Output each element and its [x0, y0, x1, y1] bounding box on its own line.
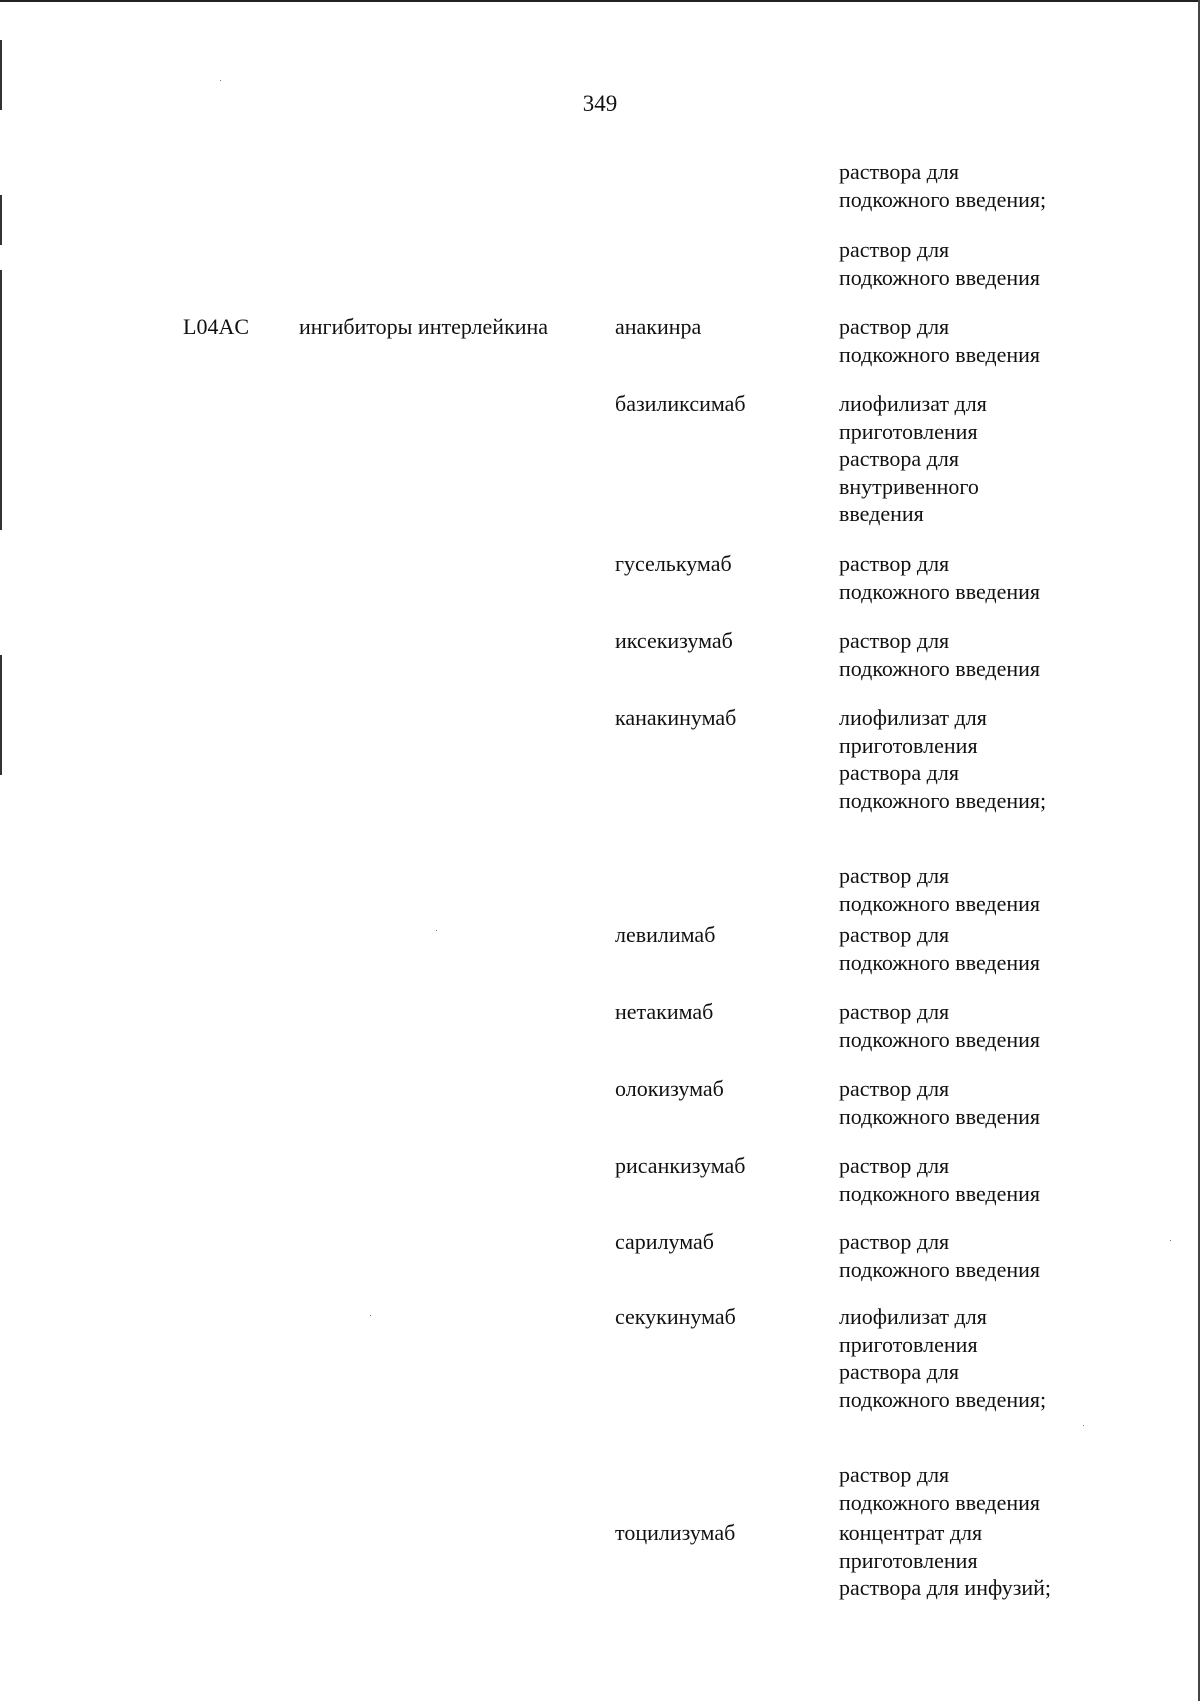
dosage-form: [839, 1461, 1040, 1516]
dosage-form-line: раствора для: [839, 760, 959, 785]
scan-speck: [1170, 1240, 1171, 1241]
dosage-form-line: подкожного введения: [839, 1489, 1041, 1515]
dosage-form-line: лиофилизат для: [839, 1304, 987, 1329]
drug-name: тоцилизумаб: [615, 1520, 736, 1545]
dosage-form-line: подкожного введения: [839, 1026, 1041, 1052]
dosage-form-line: раствор для: [839, 1076, 950, 1101]
dosage-form: [839, 1228, 1040, 1283]
dosage-form-line: раствор для: [839, 863, 950, 888]
drug-name: секукинумаб: [615, 1304, 736, 1329]
dosage-form-line: раствор для: [839, 314, 950, 339]
dosage-form: [839, 1519, 1051, 1602]
dosage-form-line: приготовления: [839, 418, 978, 444]
drug-name: базиликсимаб: [615, 391, 746, 416]
dosage-form-line: подкожного введения: [839, 1103, 1041, 1129]
dosage-form-line: раствор для: [839, 1153, 950, 1178]
drug-name: нетакимаб: [615, 999, 714, 1024]
dosage-form-line: раствор для: [839, 1229, 950, 1254]
dosage-form: [839, 1303, 1046, 1413]
dosage-form-line: подкожного введения: [839, 1180, 1041, 1206]
pharmacological-group: ингибиторы интерлейкина: [299, 314, 549, 339]
drug-name: иксекизумаб: [615, 628, 733, 653]
dosage-form-line: подкожного введения;: [839, 1386, 1047, 1412]
dosage-form: [839, 313, 1040, 368]
drug-name: канакинумаб: [615, 705, 737, 730]
dosage-form-line: раствора для: [839, 1359, 959, 1384]
dosage-form-line: концентрат для: [839, 1520, 983, 1545]
dosage-form-line: подкожного введения: [839, 264, 1041, 290]
dosage-form-line: введения: [839, 501, 924, 526]
dosage-form-line: раствор для: [839, 922, 950, 947]
dosage-form-line: подкожного введения: [839, 655, 1041, 681]
dosage-form-line: подкожного введения: [839, 1256, 1041, 1282]
dosage-form: [839, 627, 1040, 682]
scan-edge-left: [0, 40, 2, 110]
dosage-form-line: раствор для: [839, 628, 950, 653]
scan-edge-top: [0, 0, 1200, 2]
dosage-form-line: раствор для: [839, 999, 950, 1024]
scan-edge-left: [0, 655, 2, 775]
dosage-form-line: подкожного введения: [839, 949, 1041, 975]
dosage-form-line: лиофилизат для: [839, 391, 987, 416]
dosage-form-line: подкожного введения: [839, 578, 1041, 604]
drug-name: рисанкизумаб: [615, 1153, 746, 1178]
scan-speck: [436, 930, 437, 931]
atc-code: L04AC: [183, 314, 249, 339]
dosage-form: [839, 390, 987, 528]
scan-speck: [1083, 1425, 1084, 1426]
drug-name: олокизумаб: [615, 1076, 724, 1101]
dosage-form-line: раствора для инфузий;: [839, 1575, 1052, 1600]
dosage-form-line: внутривенного: [839, 473, 979, 499]
dosage-form: [839, 921, 1040, 976]
dosage-form-line: раствор для: [839, 1462, 950, 1487]
dosage-form-line: раствора для: [839, 446, 959, 471]
dosage-form-line: подкожного введения: [839, 341, 1041, 367]
dosage-form: [839, 550, 1040, 605]
dosage-form-line: раствора для: [839, 159, 959, 184]
dosage-form: [839, 1075, 1040, 1130]
dosage-form: [839, 704, 1046, 814]
dosage-form-line: лиофилизат для: [839, 705, 987, 730]
dosage-form: [839, 236, 1040, 291]
dosage-form: [839, 158, 1046, 213]
dosage-form: [839, 998, 1040, 1053]
dosage-form: [839, 1152, 1040, 1207]
dosage-form-line: подкожного введения: [839, 890, 1041, 916]
dosage-form-line: приготовления: [839, 1547, 978, 1573]
page-number: 349: [582, 91, 618, 116]
scan-edge-left: [0, 195, 2, 245]
scan-speck: [220, 80, 221, 81]
drug-name: левилимаб: [615, 922, 716, 947]
dosage-form-line: подкожного введения;: [839, 186, 1047, 212]
drug-name: гуселькумаб: [615, 551, 732, 576]
scan-edge-left: [0, 270, 2, 530]
dosage-form-line: приготовления: [839, 732, 978, 758]
dosage-form-line: подкожного введения;: [839, 787, 1047, 813]
drug-name: анакинра: [615, 314, 702, 339]
dosage-form-line: раствор для: [839, 237, 950, 262]
drug-name: сарилумаб: [615, 1229, 714, 1254]
dosage-form: [839, 862, 1040, 917]
dosage-form-line: раствор для: [839, 551, 950, 576]
scan-speck: [370, 1315, 371, 1316]
dosage-form-line: приготовления: [839, 1331, 978, 1357]
